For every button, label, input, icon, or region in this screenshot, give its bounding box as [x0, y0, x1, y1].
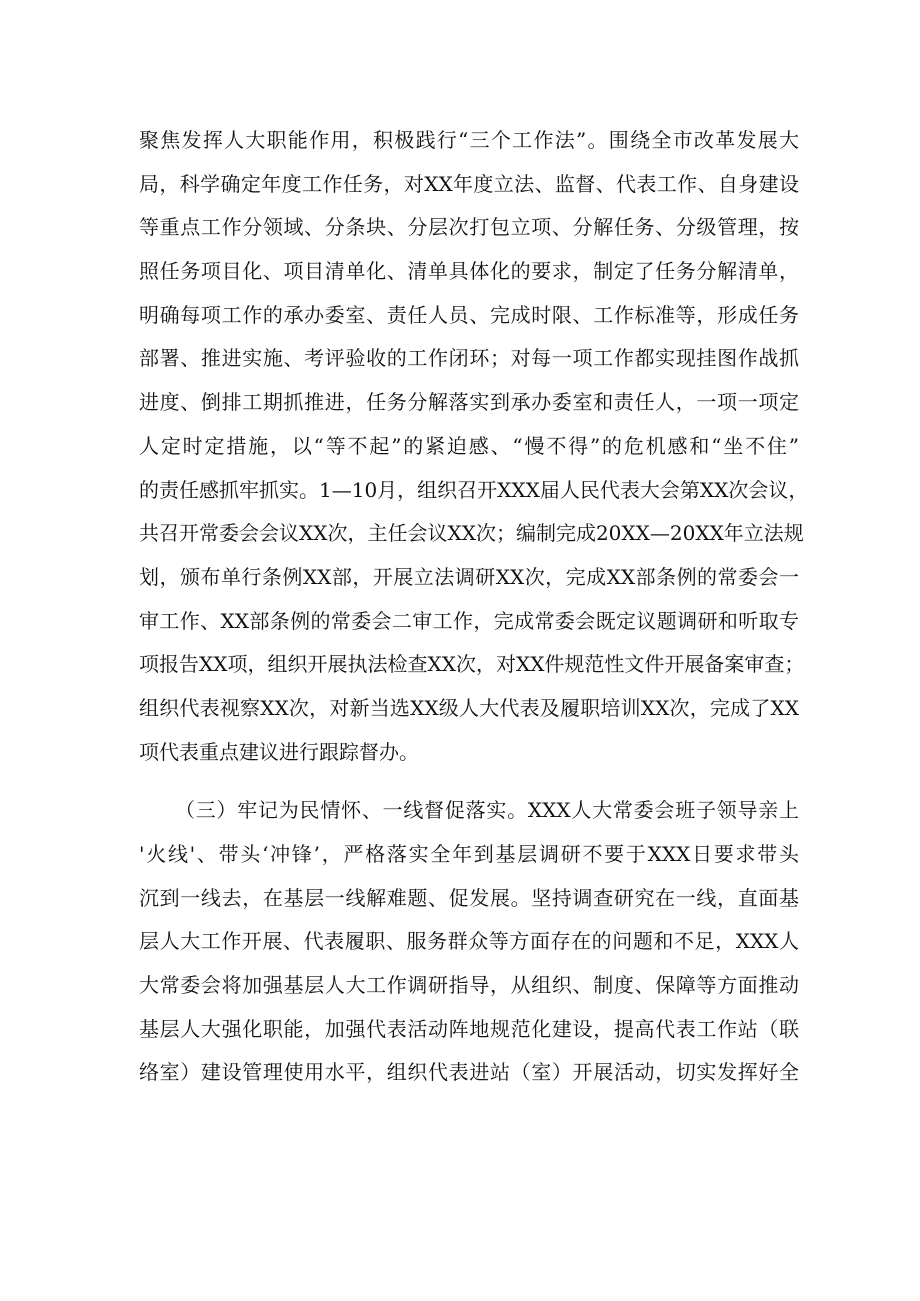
document-body [139, 119, 809, 1095]
paragraph-1 [139, 119, 809, 774]
paragraph-line: 层人大工作开展、代表履职、服务群众等方面存在的问题和不足，XXX人 [139, 929, 799, 954]
paragraph-line: 共召开常委会会议XX次，主任会议XX次；编制完成20XX—20XX年立法规 [139, 521, 804, 546]
paragraph-line: 组织代表视察XX次，对新当选XX级人大代表及履职培训XX次，完成了XX [139, 695, 799, 720]
paragraph-line: '火线'、带头‘冲锋’，严格落实全年到基层调研不要于XXX日要求带头 [139, 842, 799, 866]
paragraph-line: 聚焦发挥人大职能作用，积极践行“三个工作法”。围绕全市改革发展大 [139, 128, 799, 152]
paragraph-line: 照任务项目化、项目清单化、清单具体化的要求，制定了任务分解清单， [139, 259, 799, 284]
paragraph-line: 络室）建设管理使用水平，组织代表进站（室）开展活动，切实发挥好全 [139, 1060, 799, 1085]
paragraph-line: 大常委会将加强基层人大工作调研指导，从组织、制度、保障等方面推动 [139, 973, 799, 998]
paragraph-line: 等重点工作分领域、分条块、分层次打包立项、分解任务、分级管理，按 [139, 215, 799, 240]
paragraph-line: 审工作、XX部条例的常委会二审工作，完成常委会既定议题调研和听取专 [139, 608, 799, 633]
paragraph-line: 局，科学确定年度工作任务，对XX年度立法、监督、代表工作、自身建设 [139, 171, 799, 196]
paragraph-line: 项代表重点建议进行跟踪督办。 [139, 739, 419, 764]
paragraph-line: 部署、推进实施、考评验收的工作闭环；对每一项工作都实现挂图作战抓 [139, 346, 799, 371]
paragraph-line: 明确每项工作的承办委室、责任人员、完成时限、工作标准等，形成任务 [139, 302, 799, 327]
paragraph-spacer [139, 774, 799, 789]
paragraph-line: 人定时定措施，以“等不起”的紧迫感、“慢不得”的危机感和“坐不住” [139, 433, 799, 458]
paragraph-line: 划，颁布单行条例XX部，开展立法调研XX次，完成XX部条例的常委会一 [139, 564, 799, 589]
paragraph-line: 沉到一线去，在基层一线解难题、促发展。坚持调查研究在一线，直面基 [139, 885, 799, 910]
paragraph-line: 的责任感抓牢抓实。1—10月，组织召开XXX届人民代表大会第XX次会议， [139, 477, 809, 502]
paragraph-line: 进度、倒排工期抓推进，任务分解落实到承办委室和责任人，一项一项定 [139, 390, 799, 415]
paragraph-line: 基层人大强化职能，加强代表活动阵地规范化建设，提高代表工作站（联 [139, 1016, 799, 1041]
paragraph-line: 项报告XX项，组织开展执法检查XX次，对XX件规范性文件开展备案审查； [139, 652, 805, 677]
paragraph-line: （三）牢记为民情怀、一线督促落实。XXX人大常委会班子领导亲上 [175, 798, 799, 823]
paragraph-2 [139, 789, 799, 1095]
